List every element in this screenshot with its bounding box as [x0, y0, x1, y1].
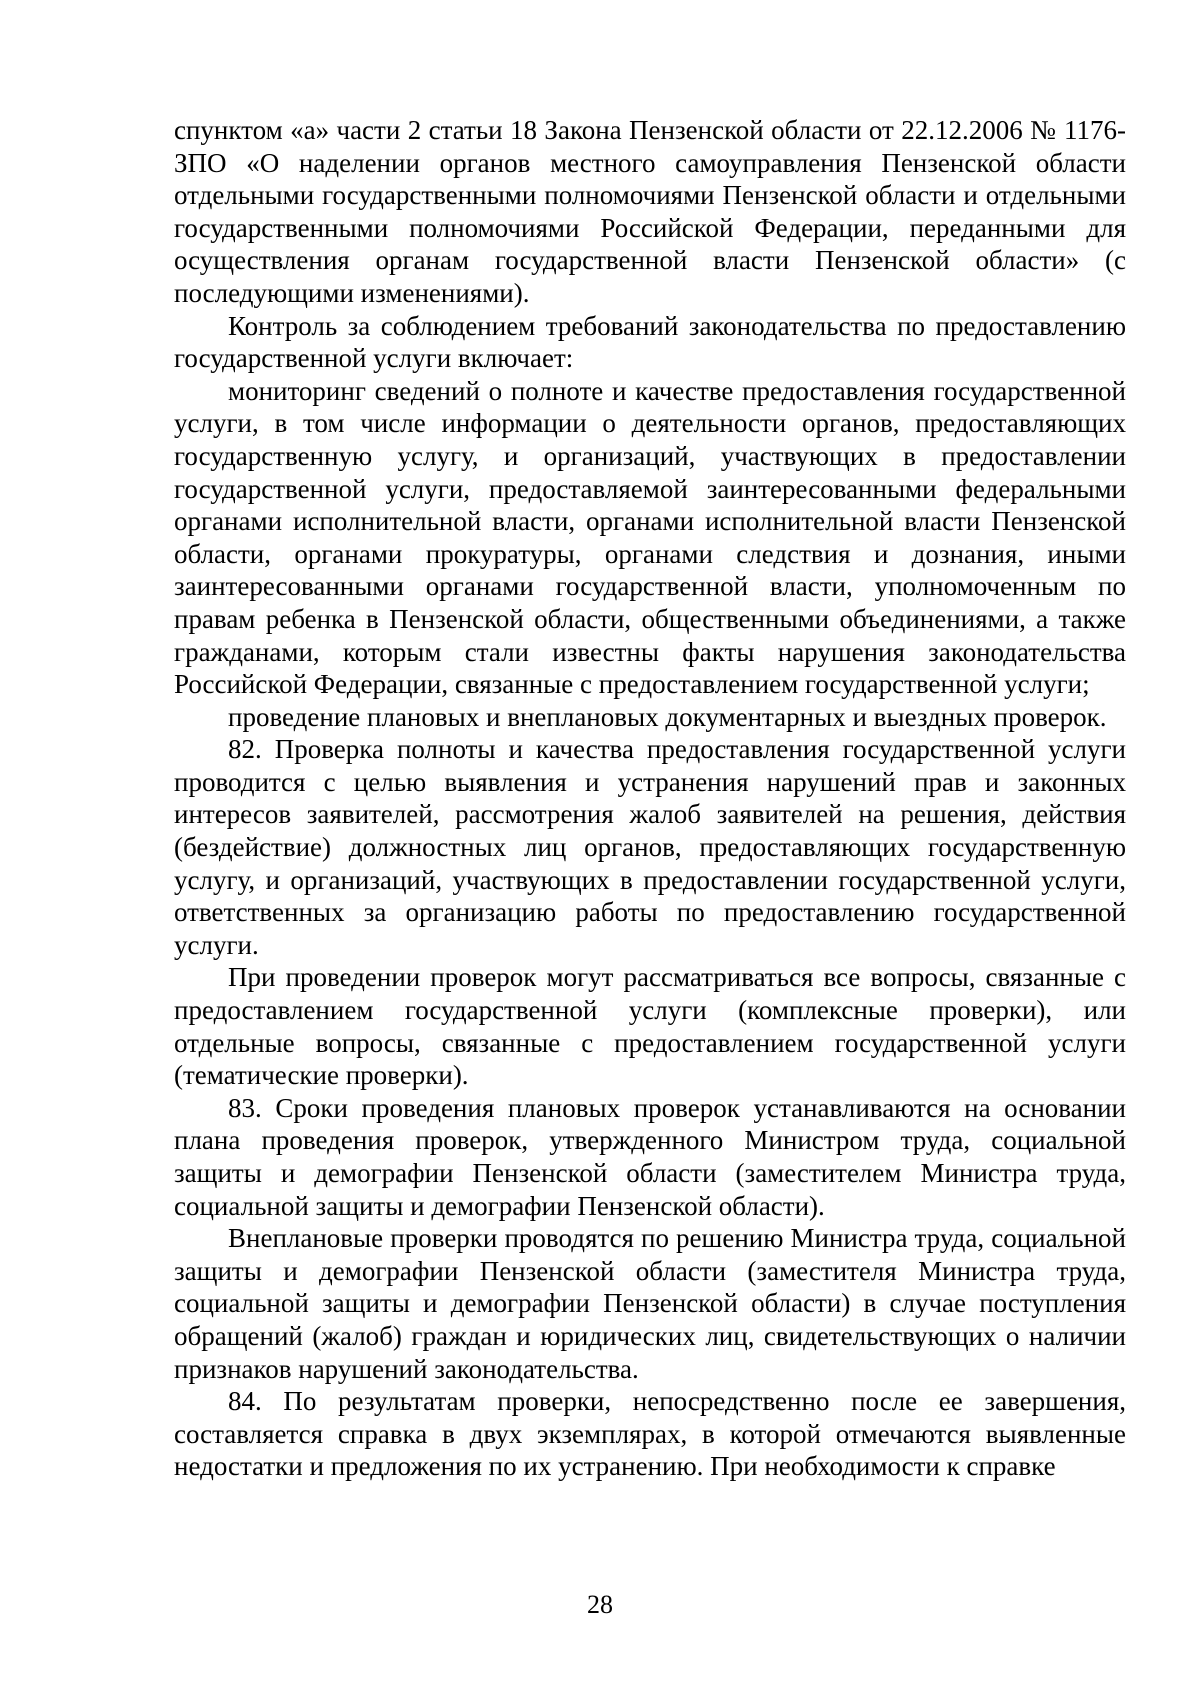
- paragraph-inspections: проведение плановых и внеплановых документарных и выездных проверок.: [228, 701, 1107, 732]
- page-number: 28: [587, 1590, 613, 1619]
- paragraph-inspection-types: При проведении проверок могут рассматриваться все вопросы, связанные с предоставлением государственной услуги (комплексные проверки), или отдельные вопросы, связанные с предоставлением государственной услуги (тематические проверки).: [174, 962, 1126, 1091]
- paragraph-82: 82. Проверка полноты и качества предоставления государственной услуги проводится с целью выявления и устранения нарушений прав и законных интересов заявителей, рассмотрения жалоб заявителей на решения, действия (бездействие) должностных лиц органов, предоставляющих государственную услугу, и организаций, участвующих в предоставлении государственной услуги, ответственных за организацию работы по предоставлению государственной услуги.: [174, 734, 1126, 960]
- paragraph-unscheduled-inspections: Внеплановые проверки проводятся по решению Министра труда, социальной защиты и демографии Пензенской области (заместителя Министра труда, социальной защиты и демографии Пензенской области) в случае поступления обращений (жалоб) граждан и юридических лиц, свидетельствующих о наличии признаков нарушений законодательства.: [174, 1223, 1126, 1384]
- paragraph-84: 84. По результатам проверки, непосредственно после ее завершения, составляется справка в двух экземплярах, в которой отмечаются выявленные недостатки и предложения по их устранению. При необходимости к справке: [174, 1386, 1126, 1482]
- paragraph-83: 83. Сроки проведения плановых проверок устанавливаются на основании плана проведения проверок, утвержденного Министром труда, социальной защиты и демографии Пензенской области (заместителем Министра труда, социальной защиты и демографии Пензенской области).: [174, 1092, 1126, 1221]
- paragraph-control-scope: Контроль за соблюдением требований законодательства по предоставлению государственной услуги включает:: [174, 310, 1126, 374]
- document-body: [174, 114, 1126, 1483]
- paragraph-monitoring: мониторинг сведений о полноте и качестве предоставления государственной услуги, в том числе информации о деятельности органов, предоставляющих государственную услугу, и организаций, участвующих в предоставлении государственной услуги, предоставляемой заинтересованными федеральными органами исполнительной власти, органами исполнительной власти Пензенской области, органами прокуратуры, органами следствия и дознания, иными заинтересованными органами государственной власти, уполномоченным по правам ребенка в Пензенской области, общественными объединениями, а также гражданами, которым стали известны факты нарушения законодательства Российской Федерации, связанные с предоставлением государственной услуги;: [174, 375, 1126, 700]
- paragraph-1-continuation: спунктом «а» части 2 статьи 18 Закона Пензенской области от 22.12.2006 № 1176-ЗПО «О наделении органов местного самоуправления Пензенской области отдельными государственными полномочиями Пензенской области и отдельными государственными полномочиями Российской Федерации, переданными для осуществления органам государственной власти Пензенской области» (с последующими изменениями).: [174, 115, 1126, 308]
